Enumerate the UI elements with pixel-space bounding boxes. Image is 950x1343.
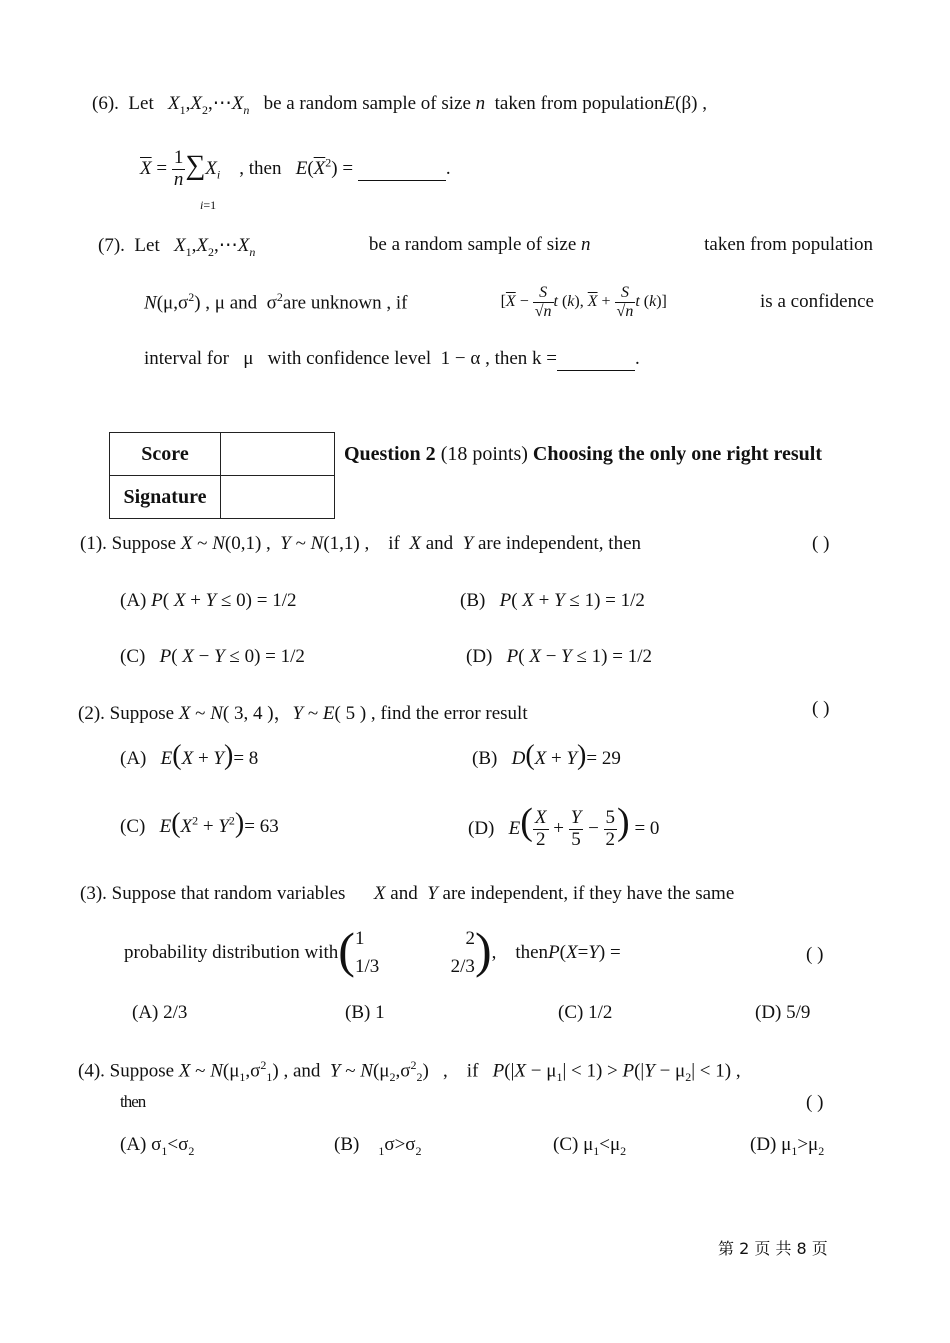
item3-option-c[interactable]: (C) 1/2	[558, 1002, 613, 1023]
item4-option-c[interactable]: (C) $\mu_1<\mu_2$	[553, 1134, 627, 1158]
item7-line2: $N(\mu,\sigma^2)$ , μ and $\sigma^2are$ unknown , if [$\overline{X}$ − $\frac{S}{√n}$ t (k), $\overline{X}$ + $\frac{S}{√n}$ t (k)] is a confidence	[144, 284, 874, 320]
item3-answer-paren[interactable]: ( )	[806, 944, 824, 965]
answer-blank-k[interactable]	[557, 348, 635, 371]
item1-answer-paren[interactable]: ( )	[812, 533, 830, 554]
item1-option-b[interactable]: (B) P( X + Y ≤ 1) = 1/2	[460, 590, 645, 611]
item3-option-d[interactable]: (D) 5/9	[755, 1002, 811, 1023]
page-number: 第 2 页 共 8 页	[718, 1239, 828, 1258]
score-table	[109, 432, 335, 519]
item7-line1: (7). Let $X_1,X_2,\cdots X_n$ be a random sample of size n taken from population	[98, 234, 873, 259]
score-field[interactable]	[221, 433, 335, 476]
item3-option-b[interactable]: (B) 1	[345, 1002, 385, 1023]
signature-label: Signature	[110, 476, 221, 519]
item4-option-a[interactable]: (A) $\sigma_1<\sigma_2$	[120, 1134, 195, 1158]
score-label: Score	[110, 433, 221, 476]
item1-option-c[interactable]: (C) P( X − Y ≤ 0) = 1/2	[120, 646, 305, 667]
item4-option-d[interactable]: (D) $\mu_1>\mu_2$	[750, 1134, 825, 1158]
item6-line1: (6). Let $X_1,X_2,\cdots X_n$ be a random sample of size n taken from populationE(β) ,	[92, 93, 707, 117]
item7-line3: interval for μ with confidence level 1 − α , then k = .	[144, 348, 640, 369]
item3-stem: (3). Suppose that random variables X and Y are independent, if they have the same	[80, 883, 735, 904]
item4-then: then	[120, 1092, 146, 1111]
item1-option-a[interactable]: (A) P( X + Y ≤ 0) = 1/2	[120, 590, 297, 611]
item3-line2: probability distribution with ( 1 2 1/3 2/3 ) , then P ( X = Y ) =	[124, 922, 621, 978]
item4-option-b[interactable]: (B) $_1\sigma>\sigma_2$	[334, 1134, 422, 1158]
answer-blank[interactable]	[358, 158, 446, 181]
item2-option-c[interactable]: (C) $E(X^2 + Y^2)= 63$	[120, 808, 279, 839]
item3-option-a[interactable]: (A) 2/3	[132, 1002, 188, 1023]
item4-stem: (4). Suppose X ~ $N(\mu_1,\sigma^2_1)$ , and Y ~ $N(\mu_2,\sigma^2_2)$ , if $P(|X - \mu_1| < 1) > P(|Y - \mu_2| < 1)$ ,	[78, 1058, 741, 1085]
item2-option-d[interactable]: (D) E( $\frac{X}{2}$ + $\frac{Y}{5}$ − $\frac{5}{2}$ ) = 0	[468, 801, 660, 851]
item1-stem: (1). Suppose X ~ N(0,1) , Y ~ N(1,1) , if X and Y are independent, then	[80, 533, 641, 554]
item1-option-d[interactable]: (D) P( X − Y ≤ 1) = 1/2	[466, 646, 652, 667]
item2-stem: (2). Suppose X ~ N( 3, 4 )，Y ~ E( 5 ) , find the error result	[78, 703, 528, 724]
item2-option-b[interactable]: (B) D(X + Y)= 29	[472, 740, 621, 771]
signature-field[interactable]	[221, 476, 335, 519]
item4-answer-paren[interactable]: ( )	[806, 1092, 824, 1113]
item6-line2: $\overline{X}$ = $\frac{1}{n}$ $\sum X_i$ i=1 , then $E(\overline{X}^2)$ = .	[140, 147, 451, 212]
item2-option-a[interactable]: (A) E(X + Y)= 8	[120, 740, 259, 771]
question2-heading: Question 2 (18 points) Choosing the only one right result	[344, 443, 823, 465]
item2-answer-paren[interactable]: ( )	[812, 698, 830, 719]
